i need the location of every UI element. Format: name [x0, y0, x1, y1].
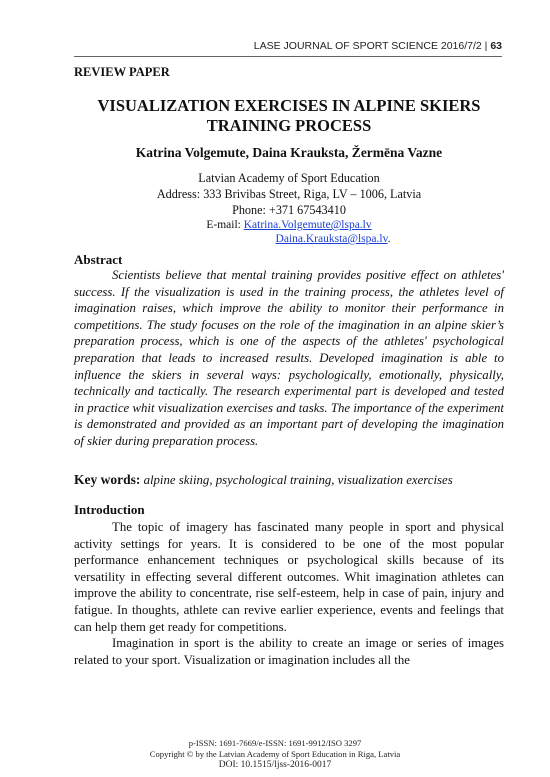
keywords-label: Key words:: [74, 472, 141, 487]
journal-name: LASE JOURNAL OF SPORT SCIENCE 2016/7/2 |: [253, 40, 491, 52]
introduction-heading: Introduction: [74, 502, 145, 517]
introduction-body: [74, 519, 504, 668]
intro-paragraph-2: Imagination in sport is the ability to create an image or series of images related to your sport. Visualization or imagination includes all the: [74, 636, 504, 667]
page-footer: [0, 738, 550, 771]
paper-title: [74, 96, 504, 136]
paper-type-label: REVIEW PAPER: [74, 65, 170, 79]
running-header: [254, 40, 502, 52]
title-line-2: TRAINING PROCESS: [206, 116, 372, 135]
doi-line: DOI: 10.1515/ljss-2016-0017: [218, 760, 332, 770]
affiliation-block: [74, 170, 504, 218]
copyright-line: Copyright © by the Latvian Academy of Sport Education in Riga, Latvia: [149, 749, 401, 759]
email-label: E-mail:: [206, 219, 244, 231]
header-rule: [74, 56, 502, 57]
title-line-1: VISUALIZATION EXERCISES IN ALPINE SKIERS: [97, 96, 481, 115]
email-link-2[interactable]: Daina.Krauksta@lspa.lv: [275, 233, 388, 245]
address: Address: 333 Brivibas Street, Riga, LV – 1006, Latvia: [156, 187, 422, 201]
abstract-text: Scientists believe that mental training provides positive effect on athletes' success. If the visualization is used in the training process, the athletes level of imagination raises, which improve the ability to monitor their performance in competitions. The study focuses on the role of the imagination in an alpine skier’s preparation process, which is one of the aspects of the athletes' psychological preparation that leads to increased results. Developed imagination is able to influence the skiers in several ways: psychologically, emotionally, physically, technically and tactically. The research experimental part is developed and tested in practice whit visualization exercises and tasks. The importance of the experiment is demonstrated and provided as an important part of developing the imagination of skier during preparation process.: [74, 268, 504, 448]
abstract-heading: Abstract: [74, 252, 123, 267]
intro-paragraph-1: The topic of imagery has fascinated many people in sport and physical activity settings for years. It is considered to be one of the most popular performance enhancement techniques or psychological skills because of its versatility in effecting several different outcomes. Whit imagination athletes can improve the ability to concentrate, rise self-esteem, help in case of pain, injury and fatigue. In thoughts, athlete can revive earlier experience, events and feelings that can help them get ready for competitions.: [74, 520, 504, 634]
author-list: Katrina Volgemute, Daina Krauksta, Žermēna Vazne: [135, 145, 443, 160]
keywords-value: alpine skiing, psychological training, visualization exercises: [140, 473, 453, 487]
keywords-line: [74, 472, 504, 488]
email-block: [74, 218, 504, 246]
email-link-1[interactable]: Katrina.Volgemute@lspa.lv: [243, 219, 372, 231]
phone: Phone: +371 67543410: [232, 203, 346, 217]
page-number: 63: [490, 40, 502, 52]
email-suffix: .: [387, 233, 391, 245]
affiliation: Latvian Academy of Sport Education: [198, 171, 380, 185]
issn-line: p-ISSN: 1691-7669/e-ISSN: 1691-9912/ISO 3297: [188, 738, 362, 748]
